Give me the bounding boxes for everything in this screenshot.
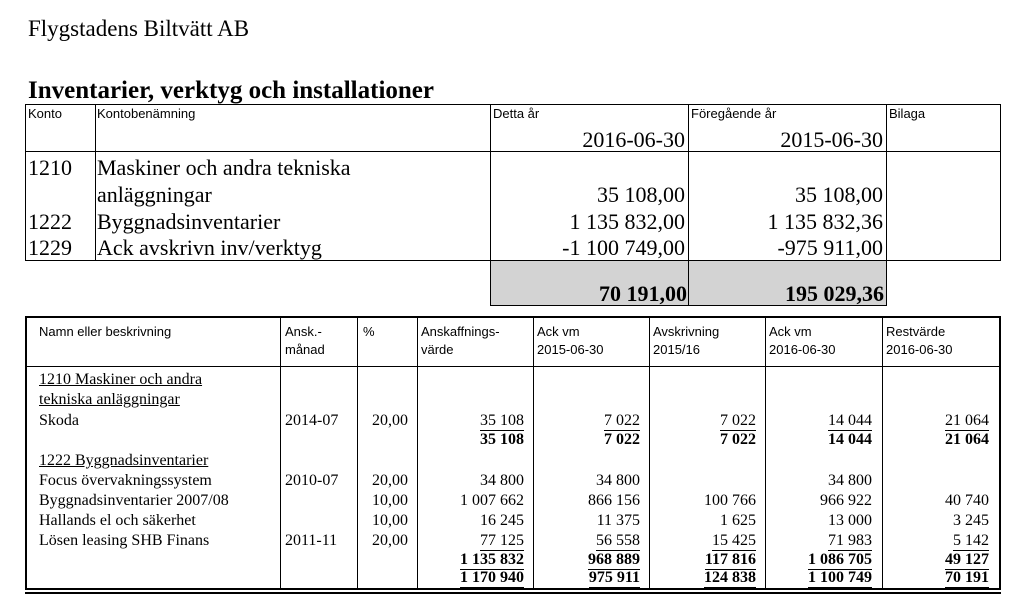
bottom-rule [25, 592, 1001, 594]
col-divider [95, 105, 96, 260]
header-ansk-manad: Ansk.- månad [285, 324, 325, 357]
summary-table [25, 104, 1001, 261]
date-detta-ar: 2016-06-30 [582, 127, 685, 152]
company-name: Flygstadens Biltvätt AB [28, 16, 250, 41]
subtotal-anskaff: 1 135 832 [460, 551, 524, 568]
header-detta-ar: Detta år [493, 106, 540, 121]
asset-avskrivning: 15 425 [712, 532, 756, 549]
asset-name: Byggnadsinventarier 2007/08 [39, 492, 229, 509]
asset-ackvm-2016: 966 922 [820, 492, 872, 509]
col-divider [533, 318, 534, 588]
value-foregaende-ar: -975 911,00 [777, 235, 883, 260]
asset-pct: 10,00 [372, 512, 408, 529]
grand-total-ackvm-2016: 1 100 749 [808, 569, 872, 590]
asset-anskaff: 34 800 [480, 472, 524, 489]
col-divider [417, 318, 418, 588]
header-divider [27, 366, 999, 367]
asset-ackvm-2016: 13 000 [828, 512, 872, 529]
asset-restvarde: 21 064 [945, 412, 989, 429]
total-detta-ar: 70 191,00 [599, 281, 687, 306]
asset-ackvm-2016: 34 800 [828, 472, 872, 489]
subtotal-restvarde: 49 127 [945, 551, 989, 568]
asset-restvarde: 40 740 [945, 492, 989, 509]
grand-total-restvarde: 70 191 [945, 569, 989, 590]
subtotal-ackvm-2016: 1 086 705 [808, 551, 872, 568]
asset-month: 2010-07 [285, 472, 339, 489]
value-detta-ar: -1 100 749,00 [562, 235, 685, 260]
total-box [490, 260, 887, 306]
konto-name-cont: anläggningar [97, 182, 212, 207]
asset-avskrivning: 1 625 [720, 512, 756, 529]
grand-total-anskaff: 1 170 940 [460, 569, 524, 590]
col-divider [490, 105, 491, 260]
asset-ackvm-2015: 7 022 [604, 412, 640, 429]
subtotal-anskaff: 35 108 [480, 431, 524, 448]
asset-name: Focus övervakningssystem [39, 472, 212, 489]
group-title: 1210 Maskiner och andra [39, 371, 203, 388]
group-title-cont: tekniska anläggningar [39, 391, 180, 408]
asset-register-table [25, 316, 1001, 590]
header-avskrivning: Avskrivning 2015/16 [653, 324, 720, 357]
asset-name: Skoda [39, 412, 79, 429]
header-namn: Namn eller beskrivning [39, 324, 172, 339]
subtotal-avskrivning: 7 022 [720, 431, 756, 448]
header-konto: Konto [28, 106, 62, 121]
total-foregaende-ar: 195 029,36 [785, 281, 884, 306]
col-divider [688, 261, 689, 305]
asset-ackvm-2016: 71 983 [828, 532, 872, 549]
asset-ackvm-2016: 14 044 [828, 412, 872, 429]
asset-pct: 20,00 [372, 472, 408, 489]
col-divider [882, 318, 883, 588]
asset-pct: 10,00 [372, 492, 408, 509]
asset-restvarde: 3 245 [953, 512, 989, 529]
asset-avskrivning: 7 022 [720, 412, 756, 429]
value-detta-ar: 35 108,00 [597, 182, 685, 207]
asset-month: 2014-07 [285, 412, 339, 429]
grand-total-avskrivning: 124 838 [704, 569, 756, 590]
asset-anskaff: 16 245 [480, 512, 524, 529]
asset-month: 2011-11 [285, 532, 338, 549]
subtotal-ackvm-2016: 14 044 [828, 431, 872, 448]
header-foregaende-ar: Föregående år [691, 106, 777, 121]
value-foregaende-ar: 1 135 832,36 [767, 209, 883, 234]
asset-pct: 20,00 [372, 412, 408, 429]
col-divider [280, 318, 281, 588]
asset-avskrivning: 100 766 [704, 492, 756, 509]
group-title: 1222 Byggnadsinventarier [39, 452, 209, 469]
konto-number: 1210 [28, 155, 72, 180]
subtotal-ackvm-2015: 7 022 [604, 431, 640, 448]
asset-ackvm-2015: 34 800 [596, 472, 640, 489]
konto-number: 1229 [28, 235, 72, 260]
subtotal-ackvm-2015: 968 889 [588, 551, 640, 568]
asset-name: Hallands el och säkerhet [39, 512, 196, 529]
header-bilaga: Bilaga [889, 106, 926, 121]
asset-ackvm-2015: 11 375 [596, 512, 640, 529]
asset-ackvm-2015: 56 558 [596, 532, 640, 549]
konto-name: Maskiner och andra tekniska [97, 155, 351, 180]
col-divider [765, 318, 766, 588]
asset-name: Lösen leasing SHB Finans [39, 532, 210, 549]
col-divider [357, 318, 358, 588]
date-foregaende-ar: 2015-06-30 [780, 127, 883, 152]
section-title: Inventarier, verktyg och installationer [28, 77, 434, 104]
value-detta-ar: 1 135 832,00 [569, 209, 685, 234]
header-ack-vm-2015: Ack vm 2015-06-30 [537, 324, 604, 357]
header-anskaffningsvarde: Anskaffnings- värde [421, 324, 500, 357]
asset-restvarde: 5 142 [953, 532, 989, 549]
col-divider [649, 318, 650, 588]
header-procent: % [363, 324, 375, 339]
asset-ackvm-2015: 866 156 [588, 492, 640, 509]
header-ack-vm-2016: Ack vm 2016-06-30 [769, 324, 836, 357]
asset-pct: 20,00 [372, 532, 408, 549]
subtotal-avskrivning: 117 816 [704, 551, 756, 568]
asset-anskaff: 77 125 [480, 532, 524, 549]
grand-total-ackvm-2015: 975 911 [589, 569, 640, 590]
header-restvarde: Restvärde 2016-06-30 [886, 324, 953, 357]
asset-anskaff: 1 007 662 [460, 492, 524, 509]
col-divider [688, 105, 689, 260]
header-kontobenamning: Kontobenämning [97, 106, 196, 121]
konto-name: Ack avskrivn inv/verktyg [97, 235, 322, 260]
konto-name: Byggnadsinventarier [97, 209, 281, 234]
asset-anskaff: 35 108 [480, 412, 524, 429]
subtotal-restvarde: 21 064 [945, 431, 989, 448]
konto-number: 1222 [28, 209, 72, 234]
value-foregaende-ar: 35 108,00 [795, 182, 883, 207]
col-divider [886, 105, 887, 260]
